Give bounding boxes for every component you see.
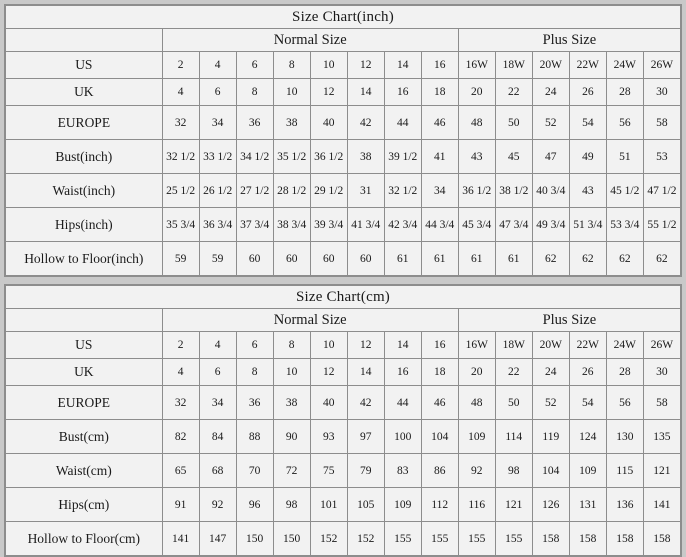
table-cell: 47 3/4 [495,208,532,242]
table-cell: 59 [162,242,199,276]
table-group-row [6,309,681,332]
table-cell: 93 [310,420,347,454]
table-cell: 20W [532,52,569,79]
table-cell: 45 [495,140,532,174]
row-label: Bust(inch) [6,140,163,174]
table-cell: 60 [236,242,273,276]
table-cell: 84 [199,420,236,454]
table-cell: 61 [495,242,532,276]
table-cell: 4 [162,79,199,106]
table-cell: 10 [273,359,310,386]
table-row [6,106,681,140]
table-cell: 150 [273,522,310,556]
table-cell: 50 [495,106,532,140]
table-cell: 92 [199,488,236,522]
row-label: US [6,332,163,359]
table-cell: 42 [347,386,384,420]
table-cell: 59 [199,242,236,276]
table-row [6,454,681,488]
table-cell: 36 1/2 [458,174,495,208]
table-cell: 36 3/4 [199,208,236,242]
table-cell: 60 [347,242,384,276]
table-cell: 32 [162,106,199,140]
table-cell: 105 [347,488,384,522]
table-cell: 38 [347,140,384,174]
table-cell: 79 [347,454,384,488]
row-label: US [6,52,163,79]
table-cell: 121 [643,454,680,488]
table-cell: 10 [310,332,347,359]
table-cell: 60 [273,242,310,276]
table-cell: 158 [532,522,569,556]
table-row [6,174,681,208]
table-cell: 8 [236,79,273,106]
table-cell: 40 [310,106,347,140]
table-cell: 25 1/2 [162,174,199,208]
table-cell: 26 [569,359,606,386]
table-cell: 141 [643,488,680,522]
table-cell: 112 [421,488,458,522]
row-label: Bust(cm) [6,420,163,454]
table-cell: 18 [421,359,458,386]
table-cell: 70 [236,454,273,488]
table-cell: 90 [273,420,310,454]
table-cell: 135 [643,420,680,454]
table-cell: 32 1/2 [384,174,421,208]
table-row [6,242,681,276]
table-cell: 18W [495,52,532,79]
table-cell: 126 [532,488,569,522]
table-cell: 22W [569,52,606,79]
table-row [6,208,681,242]
table-cell: 28 [606,79,643,106]
table-cell: 53 [643,140,680,174]
group-plus-size: Plus Size [458,29,680,52]
table-cell: 46 [421,386,458,420]
table-cell: 51 [606,140,643,174]
table-cell: 38 1/2 [495,174,532,208]
table-cell: 20 [458,359,495,386]
table-cell: 109 [384,488,421,522]
table-cell: 114 [495,420,532,454]
table-group-row [6,29,681,52]
row-label: Hollow to Floor(cm) [6,522,163,556]
table-cell: 155 [421,522,458,556]
table-cell: 104 [532,454,569,488]
row-label: UK [6,79,163,106]
table-cell: 40 [310,386,347,420]
table-cell: 16W [458,52,495,79]
table-cell: 38 3/4 [273,208,310,242]
table-cell: 42 3/4 [384,208,421,242]
table-row [6,140,681,174]
table-cell: 4 [162,359,199,386]
size-chart-inch-table [5,5,681,276]
row-label: Hips(inch) [6,208,163,242]
table-cell: 34 [199,106,236,140]
table-cell: 34 [421,174,458,208]
table-cell: 88 [236,420,273,454]
table-cell: 37 3/4 [236,208,273,242]
table-cell: 58 [643,386,680,420]
table-cell: 30 [643,79,680,106]
table-cell: 136 [606,488,643,522]
table-cell: 8 [273,332,310,359]
table-cell: 16 [384,79,421,106]
table-cell: 98 [273,488,310,522]
table-cell: 47 [532,140,569,174]
table-cell: 42 [347,106,384,140]
table-cell: 109 [458,420,495,454]
table-cell: 55 1/2 [643,208,680,242]
table-cell: 22 [495,79,532,106]
table-cell: 14 [384,52,421,79]
table-cell: 39 3/4 [310,208,347,242]
table-cell: 38 [273,386,310,420]
table-cell: 26W [643,332,680,359]
table-cell: 82 [162,420,199,454]
table-cell: 2 [162,332,199,359]
group-blank-cell [6,29,163,52]
table-cell: 4 [199,332,236,359]
table-cell: 61 [384,242,421,276]
table-cell: 35 1/2 [273,140,310,174]
table-cell: 20W [532,332,569,359]
table-cell: 35 3/4 [162,208,199,242]
table-cell: 12 [347,332,384,359]
table-cell: 155 [384,522,421,556]
table-cell: 147 [199,522,236,556]
group-normal-size: Normal Size [162,309,458,332]
table-cell: 43 [458,140,495,174]
table-cell: 44 3/4 [421,208,458,242]
table-cell: 26 [569,79,606,106]
table-cell: 116 [458,488,495,522]
table-cell: 124 [569,420,606,454]
table-cell: 31 [347,174,384,208]
row-label: Hips(cm) [6,488,163,522]
table-cell: 30 [643,359,680,386]
table-cell: 12 [310,359,347,386]
table-cell: 97 [347,420,384,454]
table-cell: 16 [421,332,458,359]
table-row [6,420,681,454]
table-cell: 54 [569,106,606,140]
table-cell: 47 1/2 [643,174,680,208]
table-cell: 155 [495,522,532,556]
table-cell: 100 [384,420,421,454]
table-cell: 65 [162,454,199,488]
table-cell: 48 [458,386,495,420]
table-cell: 96 [236,488,273,522]
table-cell: 26W [643,52,680,79]
table-cell: 45 1/2 [606,174,643,208]
table-cell: 60 [310,242,347,276]
table-cell: 62 [606,242,643,276]
table-cell: 33 1/2 [199,140,236,174]
table-cell: 8 [273,52,310,79]
table-row [6,522,681,556]
row-label: UK [6,359,163,386]
group-blank-cell [6,309,163,332]
table-cell: 62 [643,242,680,276]
table-cell: 6 [199,79,236,106]
table-cell: 16 [421,52,458,79]
table-cell: 28 [606,359,643,386]
table-cell: 39 1/2 [384,140,421,174]
table-cell: 28 1/2 [273,174,310,208]
table-cell: 130 [606,420,643,454]
table-cell: 152 [310,522,347,556]
table-cell: 2 [162,52,199,79]
table-cell: 158 [606,522,643,556]
table-cell: 20 [458,79,495,106]
table-cell: 49 [569,140,606,174]
table-cell: 158 [643,522,680,556]
table-cell: 22W [569,332,606,359]
table-cell: 18 [421,79,458,106]
table-row [6,488,681,522]
table-cell: 51 3/4 [569,208,606,242]
table-cell: 61 [458,242,495,276]
table-cell: 10 [273,79,310,106]
table-cell: 44 [384,386,421,420]
table-cell: 34 1/2 [236,140,273,174]
row-label: EUROPE [6,386,163,420]
table-row [6,386,681,420]
table-cell: 72 [273,454,310,488]
table-cell: 16W [458,332,495,359]
table-cell: 46 [421,106,458,140]
table-cell: 14 [347,79,384,106]
table-cell: 54 [569,386,606,420]
table-cell: 141 [162,522,199,556]
table-cell: 10 [310,52,347,79]
table-cell: 34 [199,386,236,420]
table-row [6,79,681,106]
chart-title: Size Chart(inch) [6,6,681,29]
table-cell: 155 [458,522,495,556]
table-cell: 119 [532,420,569,454]
table-cell: 62 [532,242,569,276]
table-cell: 52 [532,386,569,420]
table-cell: 24W [606,332,643,359]
table-cell: 44 [384,106,421,140]
row-label: Waist(cm) [6,454,163,488]
table-cell: 53 3/4 [606,208,643,242]
table-cell: 50 [495,386,532,420]
table-cell: 24W [606,52,643,79]
table-cell: 6 [236,52,273,79]
chart-title: Size Chart(cm) [6,286,681,309]
table-cell: 36 [236,106,273,140]
table-cell: 36 1/2 [310,140,347,174]
table-cell: 27 1/2 [236,174,273,208]
group-plus-size: Plus Size [458,309,680,332]
table-cell: 18W [495,332,532,359]
table-cell: 26 1/2 [199,174,236,208]
table-cell: 58 [643,106,680,140]
table-cell: 150 [236,522,273,556]
table-cell: 86 [421,454,458,488]
table-row [6,332,681,359]
table-cell: 83 [384,454,421,488]
group-normal-size: Normal Size [162,29,458,52]
table-cell: 14 [384,332,421,359]
table-cell: 36 [236,386,273,420]
row-label: Waist(inch) [6,174,163,208]
table-cell: 24 [532,359,569,386]
table-cell: 40 3/4 [532,174,569,208]
table-cell: 115 [606,454,643,488]
table-cell: 45 3/4 [458,208,495,242]
size-chart-inch [4,4,682,277]
table-cell: 41 [421,140,458,174]
table-row [6,359,681,386]
row-label: EUROPE [6,106,163,140]
table-cell: 61 [421,242,458,276]
table-cell: 121 [495,488,532,522]
table-cell: 104 [421,420,458,454]
table-cell: 6 [199,359,236,386]
table-cell: 8 [236,359,273,386]
table-cell: 56 [606,386,643,420]
size-chart-cm [4,284,682,557]
table-cell: 6 [236,332,273,359]
table-cell: 41 3/4 [347,208,384,242]
table-cell: 4 [199,52,236,79]
table-cell: 92 [458,454,495,488]
table-cell: 49 3/4 [532,208,569,242]
row-label: Hollow to Floor(inch) [6,242,163,276]
table-cell: 14 [347,359,384,386]
table-title-row [6,6,681,29]
table-cell: 131 [569,488,606,522]
table-cell: 12 [310,79,347,106]
table-cell: 32 1/2 [162,140,199,174]
table-cell: 152 [347,522,384,556]
table-cell: 16 [384,359,421,386]
table-cell: 56 [606,106,643,140]
table-cell: 101 [310,488,347,522]
size-chart-cm-table [5,285,681,556]
table-cell: 52 [532,106,569,140]
table-cell: 29 1/2 [310,174,347,208]
table-cell: 62 [569,242,606,276]
table-cell: 43 [569,174,606,208]
table-cell: 91 [162,488,199,522]
table-title-row [6,286,681,309]
table-cell: 75 [310,454,347,488]
table-cell: 158 [569,522,606,556]
table-cell: 68 [199,454,236,488]
table-cell: 38 [273,106,310,140]
table-cell: 32 [162,386,199,420]
table-cell: 24 [532,79,569,106]
table-cell: 22 [495,359,532,386]
table-cell: 98 [495,454,532,488]
table-cell: 12 [347,52,384,79]
table-cell: 48 [458,106,495,140]
table-row [6,52,681,79]
table-cell: 109 [569,454,606,488]
